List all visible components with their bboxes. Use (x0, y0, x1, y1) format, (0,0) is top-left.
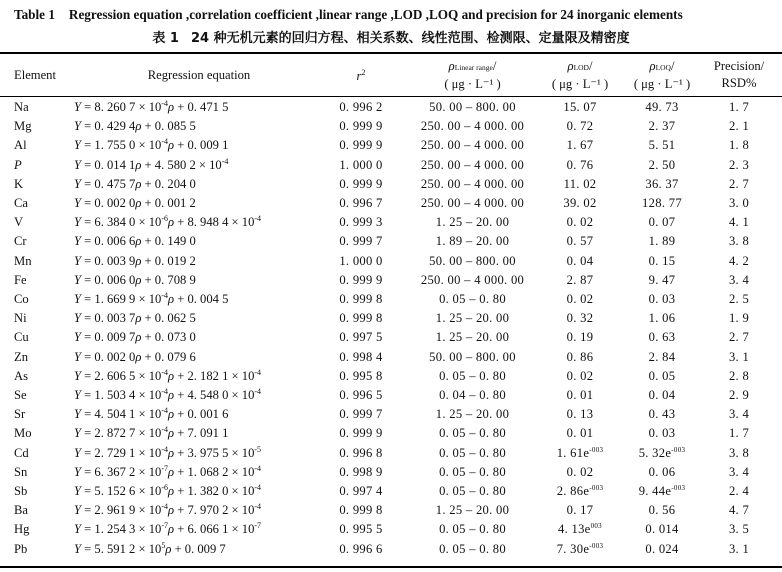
equation-cell: Y = 1. 503 $4 \times 10^{-4}\rho + 4$. 548 $0 \times 10^{-4}$ (74, 387, 262, 402)
rsd-cell: 3. 8 (728, 234, 750, 249)
r2-cell: 0. 996 8 (339, 445, 383, 460)
top-rule (0, 52, 782, 54)
element-cell: V (14, 215, 24, 230)
linear-range-cell: 0. 05 – 0. 80 (439, 426, 506, 441)
table-row (0, 520, 782, 539)
rsd-cell: 3. 4 (728, 407, 750, 422)
rsd-cell: 2. 7 (728, 176, 750, 191)
table-row (0, 252, 782, 271)
loq-cell: 9. 47 (648, 272, 676, 287)
equation-cell: Y = 0. 009 7ρ + 0. 073 0 (74, 330, 196, 345)
rsd-cell: 2. 3 (728, 157, 750, 172)
element-cell: Ca (14, 196, 28, 210)
equation-cell: Y = 6. 384 $0 \times 10^{-6}\rho + 8$. 948 $4 \times 10^{-4}$ (74, 214, 262, 230)
lod-cell: 0. 02 (566, 215, 594, 230)
loq-cell: 0. 06 (648, 464, 676, 479)
element-cell: Cu (14, 330, 29, 345)
table-caption-chinese (0, 27, 782, 46)
lod-cell: 0. 02 (566, 368, 594, 383)
lod-cell: 0. 19 (566, 330, 594, 345)
lod-cell: 0. 04 (566, 253, 594, 268)
equation-cell: Y = 2. 961 $9 \times 10^{-4}\rho + 7$. 970 $2 \times 10^{-4}$ (74, 502, 262, 518)
equation-cell: Y = 0. 002 0ρ + 0. 079 6 (74, 349, 196, 364)
table-row (0, 271, 782, 290)
table-row (0, 367, 782, 386)
lod-cell: 0. 72 (566, 119, 594, 134)
linear-range-cell: 50. 00 – 800. 00 (429, 349, 516, 364)
rsd-cell: 3. 1 (728, 349, 750, 364)
table-title: Regression equation ,correlation coefficient ,linear range ,LOD ,LOQ and precision for 24 inorganic elements (68, 7, 683, 22)
table-row (0, 156, 782, 175)
header-precision: Precision/ RSD% (713, 59, 765, 90)
equation-cell: Y = 0. 003 7ρ + 0. 062 5 (74, 311, 196, 326)
lod-cell: 0. 02 (566, 464, 594, 479)
linear-range-cell: 1. 25 – 20. 00 (435, 330, 510, 345)
bottom-rule (0, 566, 782, 568)
linear-range-cell: 250. 00 – 4 000. 00 (420, 138, 525, 153)
header-rule (0, 96, 782, 97)
loq-cell: 0. 63 (648, 330, 676, 345)
lod-cell: 39. 02 (563, 196, 597, 210)
linear-range-cell: 50. 00 – 800. 00 (429, 100, 516, 114)
loq-cell: 0. 43 (648, 407, 676, 422)
r2-cell: 0. 999 7 (339, 407, 383, 422)
lod-cell: 4. $13e^{003}$ (558, 522, 602, 537)
equation-cell: Y = 0. 002 0ρ + 0. 001 2 (74, 196, 196, 210)
rsd-cell: 1. 7 (728, 426, 750, 441)
r2-cell: 0. 999 9 (339, 426, 383, 441)
loq-cell: 0. 04 (648, 388, 676, 402)
loq-cell: 1. 89 (648, 234, 676, 249)
loq-cell: 9. $44e^{-003}$ (638, 484, 686, 498)
loq-cell: 0. 07 (648, 215, 676, 230)
equation-cell: Y = 0. 475 7ρ + 0. 204 0 (74, 176, 196, 191)
table-row (0, 290, 782, 309)
linear-range-cell: 250. 00 – 4 000. 00 (420, 272, 525, 287)
linear-range-cell: 0. 05 – 0. 80 (439, 368, 506, 383)
equation-cell: Y = 0. 006 0ρ + 0. 708 9 (74, 272, 196, 287)
rsd-cell: 3. 4 (728, 272, 750, 287)
table-row (0, 444, 782, 463)
rsd-cell: 2. 1 (728, 119, 750, 134)
equation-cell: Y = 4. 504 $1 \times 10^{-4}\rho + 0$. 001 6 (74, 406, 229, 422)
linear-range-cell: 1. 25 – 20. 00 (435, 407, 510, 422)
lod-cell: 2. 87 (566, 272, 594, 287)
r2-cell: 0. 996 7 (339, 196, 383, 210)
equation-cell: Y = 5. 152 $6 \times 10^{-6}\rho + 1$. 382 $0 \times 10^{-4}$ (74, 483, 262, 498)
lod-cell: 11. 02 (563, 176, 597, 191)
loq-cell: 0. 56 (648, 503, 676, 518)
rsd-cell: 4. 1 (728, 215, 750, 230)
table-title-zh: 24 种无机元素的回归方程、相关系数、线性范围、检测限、定量限及精密度 (190, 31, 630, 46)
table-caption-english (14, 7, 683, 23)
element-cell: Co (14, 292, 29, 306)
linear-range-cell: 250. 00 – 4 000. 00 (420, 196, 525, 210)
element-cell: Ni (14, 311, 27, 326)
table-row (0, 328, 782, 347)
equation-cell: Y = 1. 669 $9 \times 10^{-4}\rho + 0$. 004 5 (74, 291, 229, 306)
equation-cell: Y = 1. 755 $0 \times 10^{-4}\rho + 0$. 009 1 (74, 137, 229, 153)
element-cell: P (14, 157, 22, 172)
lod-cell: 7. $30e^{-003}$ (556, 541, 604, 556)
element-cell: Se (14, 388, 27, 402)
r2-cell: 0. 999 9 (339, 119, 383, 134)
table-row (0, 405, 782, 424)
element-cell: Cd (14, 445, 29, 460)
loq-cell: 0. 15 (648, 253, 676, 268)
linear-range-cell: 0. 05 – 0. 80 (439, 292, 506, 306)
equation-cell: Y = 2. 729 $1 \times 10^{-4}\rho + 3$. 975 $5 \times 10^{-5}$ (74, 444, 262, 460)
r2-cell: 0. 999 7 (339, 234, 383, 249)
linear-range-cell: 1. 25 – 20. 00 (435, 503, 510, 518)
table-row (0, 175, 782, 194)
element-cell: Sn (14, 464, 28, 479)
r2-cell: 1. 000 0 (339, 157, 383, 172)
loq-cell: 5. $32e^{-003}$ (638, 445, 686, 460)
equation-cell: Y = 1. 254 $3 \times 10^{-7}\rho + 6$. 066 $1 \times 10^{-7}$ (74, 521, 262, 537)
linear-range-cell: 0. 05 – 0. 80 (439, 484, 506, 498)
lod-cell: 0. 02 (566, 292, 594, 306)
element-cell: Sr (14, 407, 26, 422)
lod-cell: 0. 01 (566, 426, 594, 441)
table-row (0, 424, 782, 443)
element-cell: Cr (14, 234, 27, 249)
r2-cell: 0. 996 6 (339, 541, 383, 556)
loq-cell: 128. 77 (642, 196, 682, 210)
linear-range-cell: 0. 05 – 0. 80 (439, 522, 506, 537)
lod-cell: 0. 57 (566, 234, 594, 249)
equation-cell: Y = 0. 014 1ρ + 4. 580 $2 \times 10^{-4}$ (74, 156, 229, 172)
equation-cell: Y = 2. 872 $7 \times 10^{-4}\rho + 7$. 091 1 (74, 425, 229, 441)
r2-cell: 1. 000 0 (339, 253, 383, 268)
table-row (0, 213, 782, 232)
lod-cell: 0. 17 (566, 503, 594, 518)
loq-cell: 0. 05 (648, 368, 676, 383)
equation-cell: Y = 5. 591 $2 \times 10^5\rho + 0$. 009 7 (74, 540, 226, 556)
rsd-cell: 3. 1 (728, 541, 750, 556)
element-cell: Zn (14, 349, 28, 364)
rsd-cell: 3. 0 (728, 196, 750, 210)
lod-cell: 15. 07 (563, 100, 597, 114)
table-row (0, 194, 782, 213)
table-row (0, 463, 782, 482)
r2-cell: 0. 998 4 (339, 349, 383, 364)
r2-cell: 0. 995 5 (339, 522, 383, 537)
table-row (0, 540, 782, 559)
loq-cell: 0. 03 (648, 292, 676, 306)
linear-range-cell: 0. 04 – 0. 80 (439, 388, 506, 402)
element-cell: Mn (14, 253, 32, 268)
lod-cell: 0. 01 (566, 388, 594, 402)
loq-cell: 2. 37 (648, 119, 676, 134)
linear-range-cell: 250. 00 – 4 000. 00 (420, 176, 525, 191)
header-loq: ρLOQ/ ( μg · L⁻¹ ) (633, 58, 691, 91)
lod-cell: 0. 86 (566, 349, 594, 364)
table-row (0, 482, 782, 501)
loq-cell: 0. 024 (645, 541, 679, 556)
linear-range-cell: 250. 00 – 4 000. 00 (420, 119, 525, 134)
r2-cell: 0. 997 4 (339, 484, 383, 498)
element-cell: Pb (14, 541, 28, 556)
r2-cell: 0. 999 3 (339, 215, 383, 230)
table-row (0, 117, 782, 136)
lod-cell: 1. $61e^{-003}$ (556, 445, 604, 460)
r2-cell: 0. 999 8 (339, 311, 383, 326)
table-label: Table 1 (14, 7, 55, 22)
table-row (0, 98, 782, 117)
element-cell: Hg (14, 522, 30, 537)
r2-cell: 0. 997 5 (339, 330, 383, 345)
element-cell: Mg (14, 119, 32, 134)
element-cell: Na (14, 100, 29, 114)
rsd-cell: 2. 5 (728, 292, 750, 306)
rsd-cell: 3. 4 (728, 464, 750, 479)
element-cell: Sb (14, 484, 28, 498)
loq-cell: 36. 37 (645, 176, 679, 191)
linear-range-cell: 0. 05 – 0. 80 (439, 541, 506, 556)
rsd-cell: 4. 2 (728, 253, 750, 268)
r2-cell: 0. 995 8 (339, 368, 383, 383)
r2-cell: 0. 999 9 (339, 272, 383, 287)
linear-range-cell: 250. 00 – 4 000. 00 (420, 157, 525, 172)
r2-cell: 0. 996 5 (339, 388, 383, 402)
element-cell: K (14, 176, 24, 191)
header-equation: Regression equation (147, 67, 251, 82)
linear-range-cell: 1. 25 – 20. 00 (435, 311, 510, 326)
header-lod: ρLOD/ ( μg · L⁻¹ ) (551, 58, 609, 91)
loq-cell: 1. 06 (648, 311, 676, 326)
rsd-cell: 2. 4 (728, 484, 750, 498)
table-row (0, 501, 782, 520)
table-row (0, 309, 782, 328)
rsd-cell: 1. 9 (728, 311, 750, 326)
lod-cell: 0. 32 (566, 311, 594, 326)
table-row (0, 386, 782, 405)
header-r2: $r^2$ (356, 68, 366, 84)
loq-cell: 49. 73 (645, 100, 679, 114)
rsd-cell: 1. 8 (728, 138, 750, 153)
lod-cell: 2. $86e^{-003}$ (556, 484, 604, 498)
loq-cell: 0. 014 (645, 522, 679, 537)
r2-cell: 0. 998 9 (339, 464, 383, 479)
element-cell: Ba (14, 503, 28, 518)
linear-range-cell: 1. 89 – 20. 00 (435, 234, 510, 249)
linear-range-cell: 0. 05 – 0. 80 (439, 464, 506, 479)
equation-cell: Y = 0. 003 9ρ + 0. 019 2 (74, 253, 196, 268)
rsd-cell: 2. 7 (728, 330, 750, 345)
linear-range-cell: 0. 05 – 0. 80 (439, 445, 506, 460)
r2-cell: 0. 996 2 (339, 100, 383, 114)
rsd-cell: 3. 8 (728, 445, 750, 460)
element-cell: Al (14, 138, 27, 153)
header-linear-range: ρLinear range/ ( μg · L⁻¹ ) (444, 58, 501, 91)
equation-cell: Y = 2. 606 $5 \times 10^{-4}\rho + 2$. 182 $1 \times 10^{-4}$ (74, 367, 262, 383)
table-label-zh: 表 1 (152, 31, 179, 46)
loq-cell: 2. 84 (648, 349, 676, 364)
linear-range-cell: 50. 00 – 800. 00 (429, 253, 516, 268)
rsd-cell: 2. 9 (728, 388, 750, 402)
rsd-cell: 1. 7 (728, 100, 750, 114)
r2-cell: 0. 999 8 (339, 292, 383, 306)
rsd-cell: 4. 7 (728, 503, 750, 518)
loq-cell: 5. 51 (648, 138, 676, 153)
equation-cell: Y = 0. 429 4ρ + 0. 085 5 (74, 119, 196, 134)
table-row (0, 348, 782, 367)
rsd-cell: 2. 8 (728, 368, 750, 383)
r2-cell: 0. 999 8 (339, 503, 383, 518)
element-cell: Mo (14, 426, 32, 441)
linear-range-cell: 1. 25 – 20. 00 (435, 215, 510, 230)
element-cell: As (14, 368, 28, 383)
loq-cell: 0. 03 (648, 426, 676, 441)
equation-cell: Y = 6. 367 $2 \times 10^{-7}\rho + 1$. 068 $2 \times 10^{-4}$ (74, 463, 262, 479)
r2-cell: 0. 999 9 (339, 176, 383, 191)
table-row (0, 136, 782, 155)
loq-cell: 2. 50 (648, 157, 676, 172)
r2-cell: 0. 999 9 (339, 138, 383, 153)
lod-cell: 0. 76 (566, 157, 594, 172)
equation-cell: Y = 0. 006 6ρ + 0. 149 0 (74, 234, 196, 249)
header-element: Element (14, 67, 56, 82)
lod-cell: 0. 13 (566, 407, 594, 422)
lod-cell: 1. 67 (566, 138, 594, 153)
table-row (0, 232, 782, 251)
equation-cell: Y = 8. 260 $7 \times 10^{-4}\rho + 0$. 471 5 (74, 99, 229, 114)
element-cell: Fe (14, 272, 27, 287)
rsd-cell: 3. 5 (728, 522, 750, 537)
